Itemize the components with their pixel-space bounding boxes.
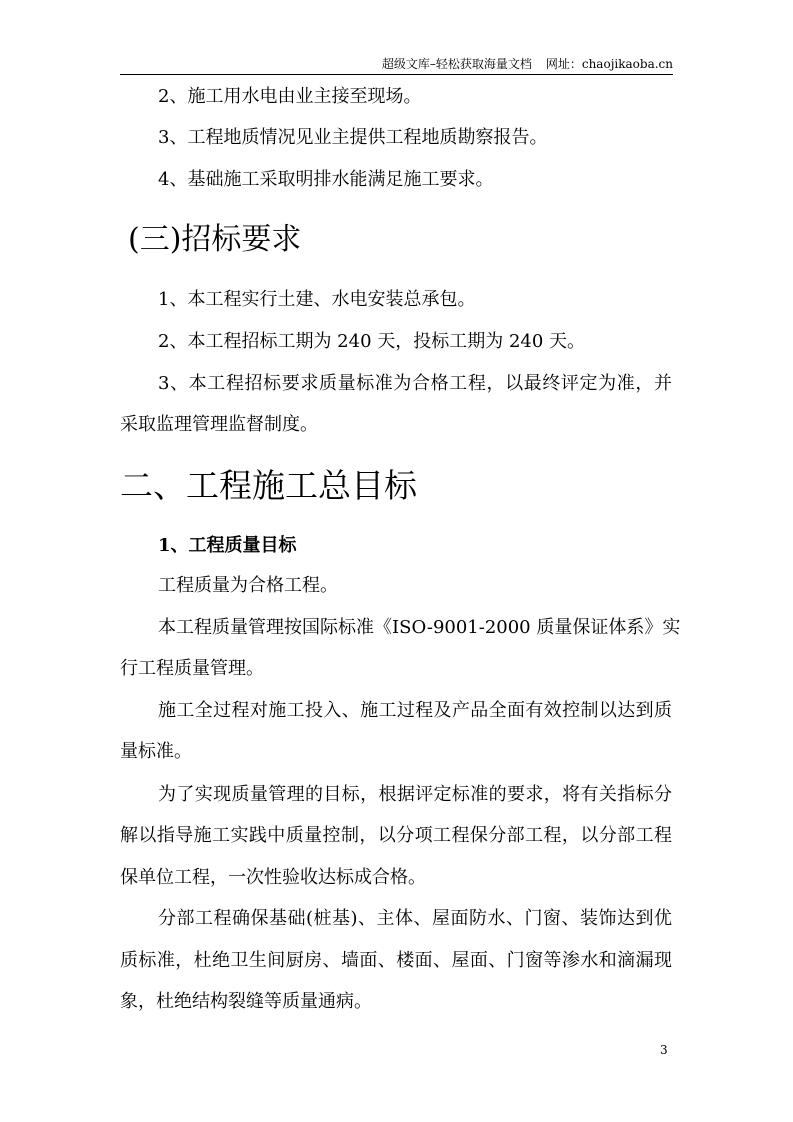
paragraph-line: 工程质量为合格工程。 xyxy=(158,575,338,596)
list-item: 2、施工用水电由业主接至现场。 xyxy=(158,86,422,107)
list-item: 4、基础施工采取明排水能满足施工要求。 xyxy=(158,169,494,190)
header-url: 网址：chaojikaoba.cn xyxy=(545,57,673,71)
subheading: 1、工程质量目标 xyxy=(158,535,297,556)
list-item: 3、工程地质情况见业主提供工程地质勘察报告。 xyxy=(158,127,548,148)
paragraph-line: 分部工程确保基础(桩基)、主体、屋面防水、门窗、装饰达到优 xyxy=(158,908,672,929)
paragraph-line: 为了实现质量管理的目标，根据评定标准的要求，将有关指标分 xyxy=(158,784,672,805)
paragraph-line: 行工程质量管理。 xyxy=(120,658,264,679)
paragraph-line: 采取监理管理监督制度。 xyxy=(120,414,318,435)
list-item: 3、本工程招标要求质量标准为合格工程，以最终评定为准，并 xyxy=(158,373,672,394)
paragraph-line: 象，杜绝结构裂缝等质量通病。 xyxy=(120,991,372,1012)
section-heading: (三)招标要求 xyxy=(128,222,302,257)
paragraph-line: 施工全过程对施工投入、施工过程及产品全面有效控制以达到质 xyxy=(158,700,672,721)
header-rule xyxy=(120,74,673,75)
chapter-heading: 二、工程施工总目标 xyxy=(120,466,417,505)
paragraph-line: 量标准。 xyxy=(120,741,192,762)
paragraph-line: 解以指导施工实践中质量控制，以分项工程保分部工程，以分部工程 xyxy=(120,825,672,846)
paragraph-line: 质标准，杜绝卫生间厨房、墙面、楼面、屋面、门窗等渗水和滴漏现 xyxy=(120,950,672,971)
list-item: 1、本工程实行土建、水电安装总承包。 xyxy=(158,289,476,310)
page-number: 3 xyxy=(660,1043,668,1057)
header-site: 超级文库–轻松获取海量文档 xyxy=(381,57,532,71)
list-item: 2、本工程招标工期为 240 天，投标工期为 240 天。 xyxy=(158,331,586,352)
paragraph-line: 本工程质量管理按国际标准《ISO-9001-2000 质量保证体系》实 xyxy=(158,617,681,638)
paragraph-line: 保单位工程，一次性验收达标成合格。 xyxy=(120,867,426,888)
page-header xyxy=(120,55,673,73)
